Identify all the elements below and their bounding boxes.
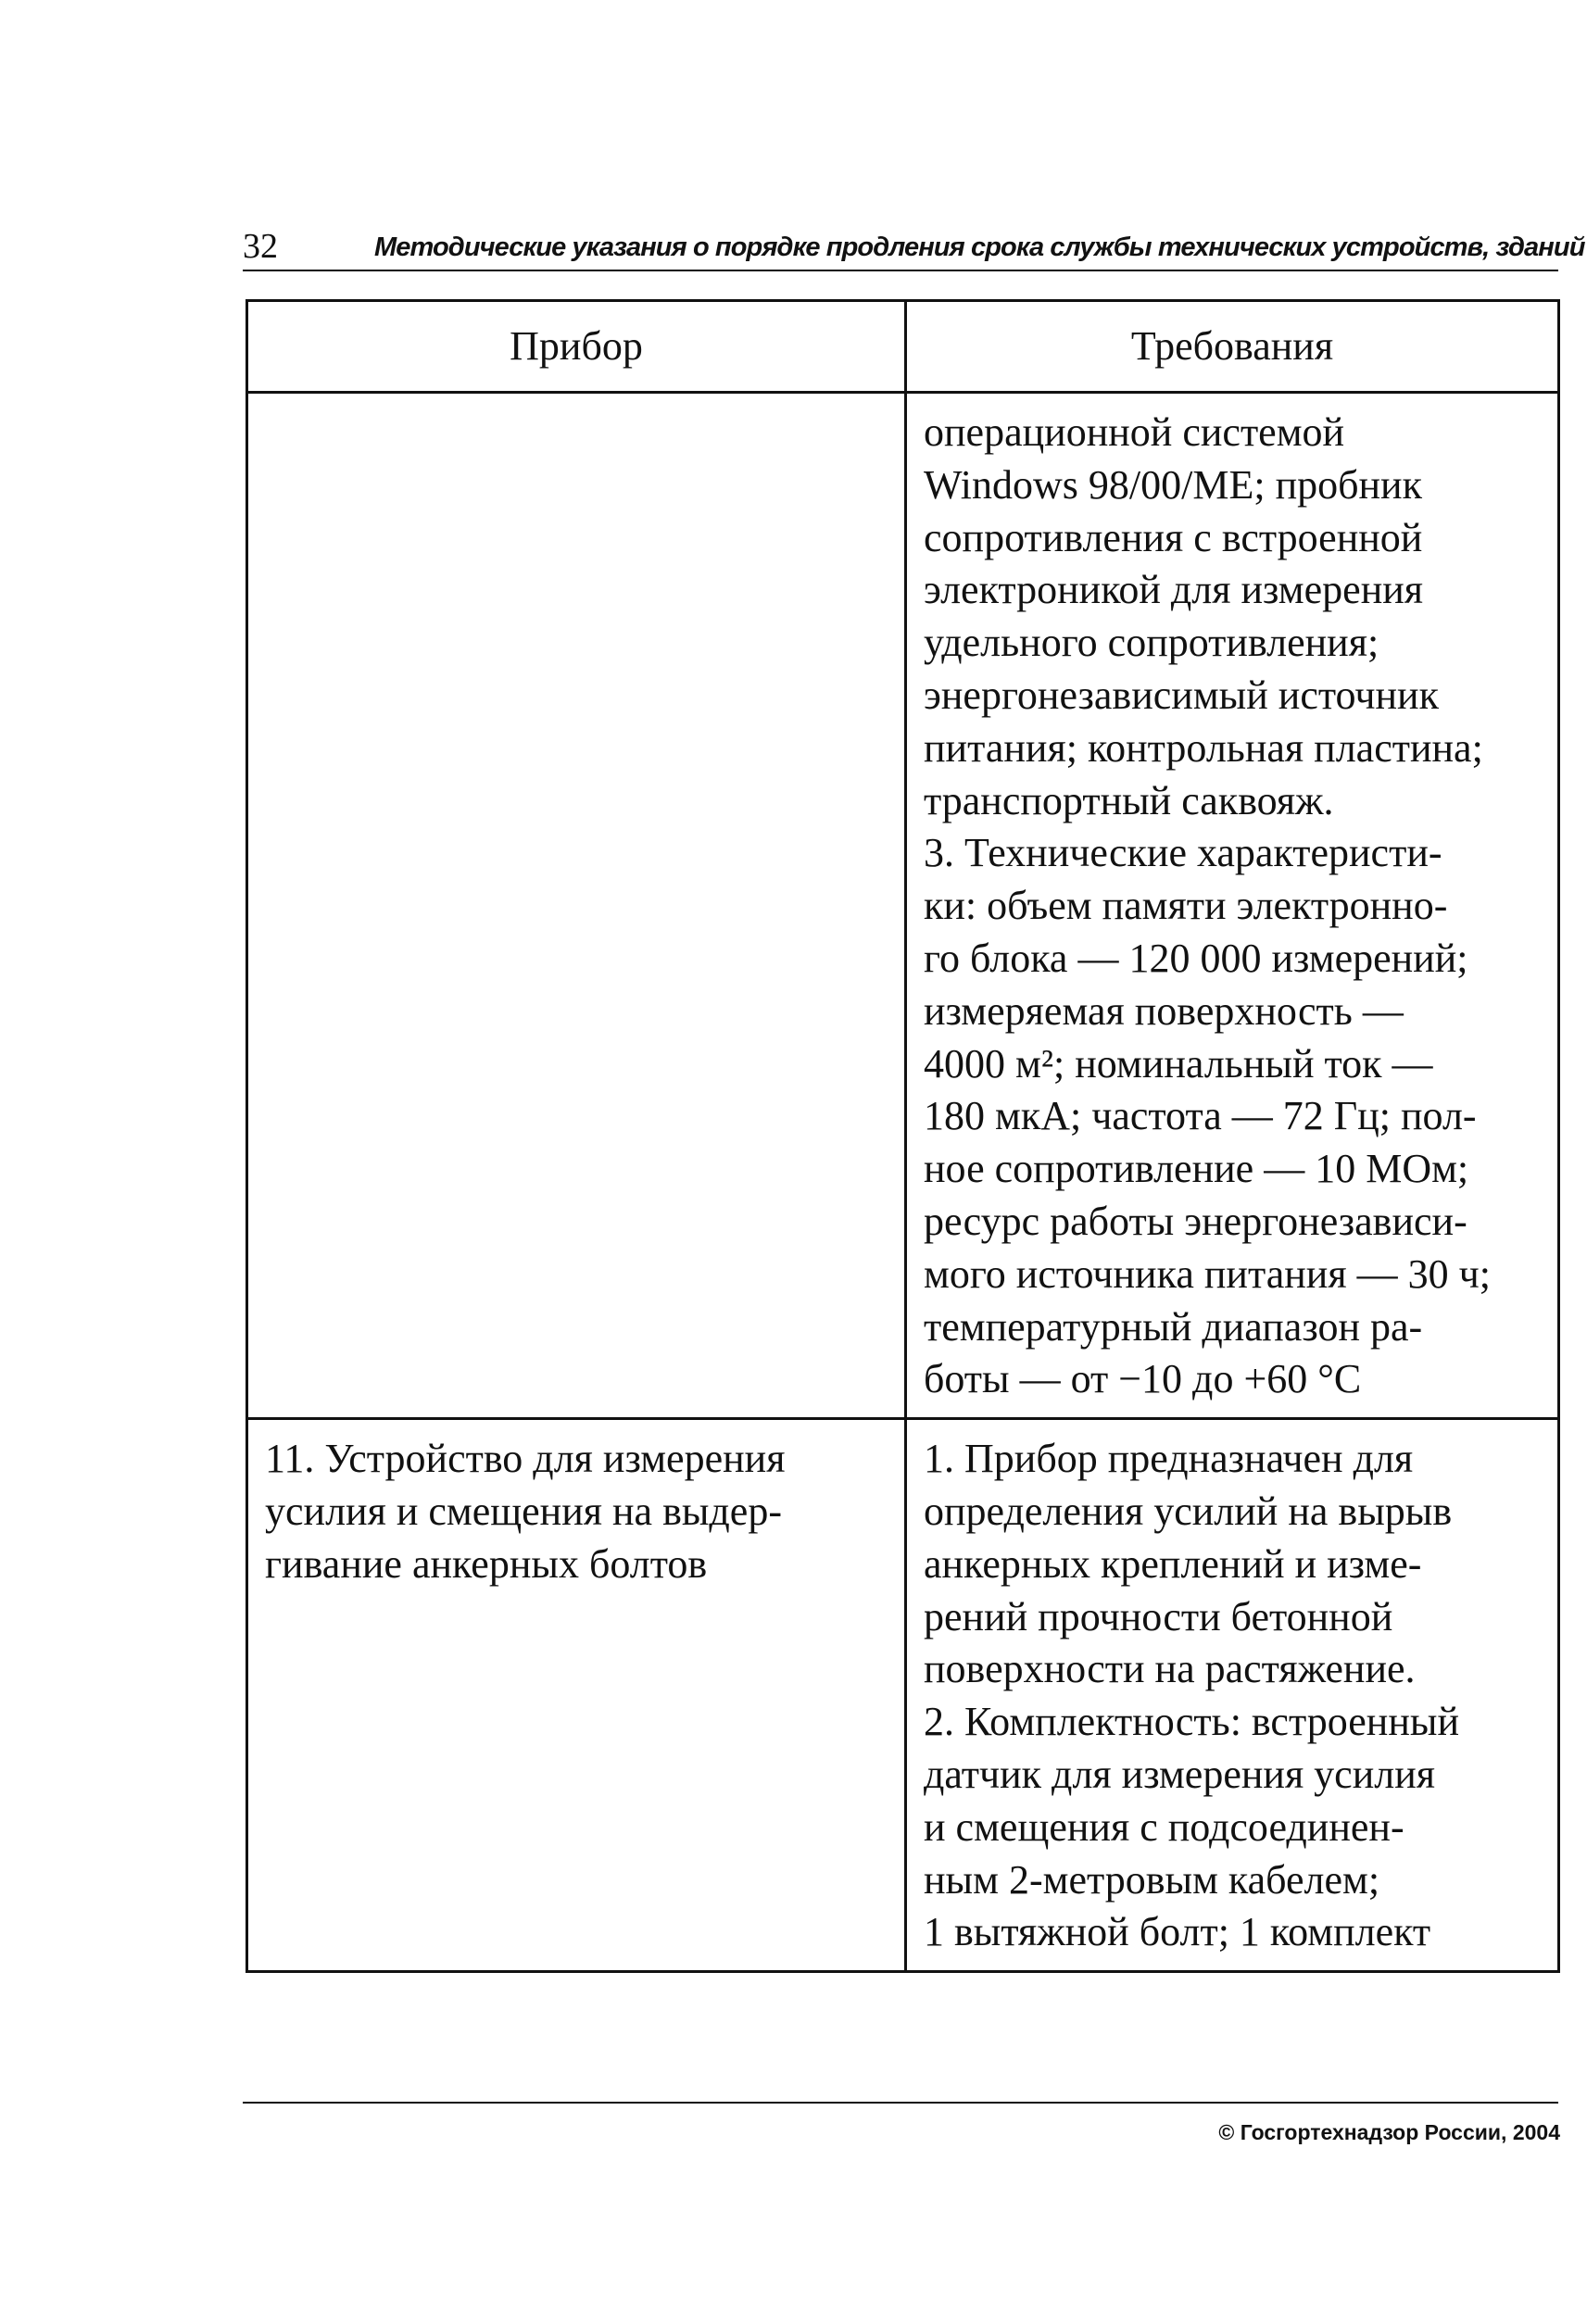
running-title: Методические указания о порядке продления срока службы технических устройств, зданий: [374, 232, 1585, 262]
table-header-row: [247, 301, 1559, 393]
spec-table: [246, 299, 1560, 1973]
text-line: энергонезависимый источник: [924, 672, 1439, 718]
text-line: питания; контрольная пластина;: [924, 724, 1483, 771]
page-number: 32: [243, 227, 278, 266]
text-line: поверхности на растяжение.: [924, 1646, 1416, 1692]
text-line: анкерных креплений и изме-: [924, 1540, 1422, 1587]
column-header-device: Прибор: [247, 301, 906, 393]
text-line: 4000 м²; номинальный ток —: [924, 1040, 1433, 1087]
requirements-cell: [906, 393, 1559, 1419]
text-line: усилия и смещения на выдер-: [265, 1488, 782, 1534]
requirements-cell: [906, 1419, 1559, 1972]
text-line: определения усилий на вырыв: [924, 1488, 1453, 1534]
text-line: электроникой для измерения: [924, 567, 1424, 613]
text-line: удельного сопротивления;: [924, 620, 1379, 666]
text-line: ное сопротивление — 10 МОм;: [924, 1146, 1469, 1192]
table-row: [247, 393, 1559, 1419]
text-line: температурный диапазон ра-: [924, 1303, 1423, 1350]
footer-rule: [243, 2102, 1558, 2104]
text-line: рений прочности бетонной: [924, 1593, 1393, 1639]
text-line: датчик для измерения усилия: [924, 1751, 1435, 1797]
text-line: Windows 98/00/ME; пробник: [924, 461, 1422, 508]
device-cell: [247, 393, 906, 1419]
text-line: 11. Устройство для измерения: [265, 1436, 786, 1482]
text-line: 1. Прибор предназначен для: [924, 1436, 1414, 1482]
text-line: 180 мкА; частота — 72 Гц; пол-: [924, 1093, 1477, 1139]
text-line: ки: объем памяти электронно-: [924, 883, 1448, 929]
text-line: 1 вытяжной болт; 1 комплект: [924, 1909, 1431, 1955]
text-line: мого источника питания — 30 ч;: [924, 1250, 1491, 1297]
text-line: транспортный саквояж.: [924, 777, 1334, 823]
text-line: измеряемая поверхность —: [924, 987, 1404, 1034]
device-cell: [247, 1419, 906, 1972]
text-line: го блока — 120 000 измерений;: [924, 935, 1468, 981]
column-header-requirements: Требования: [906, 301, 1559, 393]
text-line: боты — от −10 до +60 °С: [924, 1356, 1362, 1402]
text-line: операционной системой: [924, 409, 1345, 455]
text-line: гивание анкерных болтов: [265, 1540, 708, 1587]
text-line: ресурс работы энергонезависи-: [924, 1198, 1467, 1244]
copyright-notice: © Госгортехнадзор России, 2004: [1218, 2120, 1560, 2144]
text-line: 2. Комплектность: встроенный: [924, 1699, 1459, 1745]
text-line: сопротивления с встроенной: [924, 514, 1423, 560]
text-line: 3. Технические характеристи-: [924, 830, 1442, 876]
header-rule: [243, 270, 1558, 271]
table-row: [247, 1419, 1559, 1972]
text-line: ным 2-метровым кабелем;: [924, 1856, 1380, 1903]
text-line: и смещения с подсоединен-: [924, 1803, 1404, 1850]
table-body: [247, 393, 1559, 1972]
